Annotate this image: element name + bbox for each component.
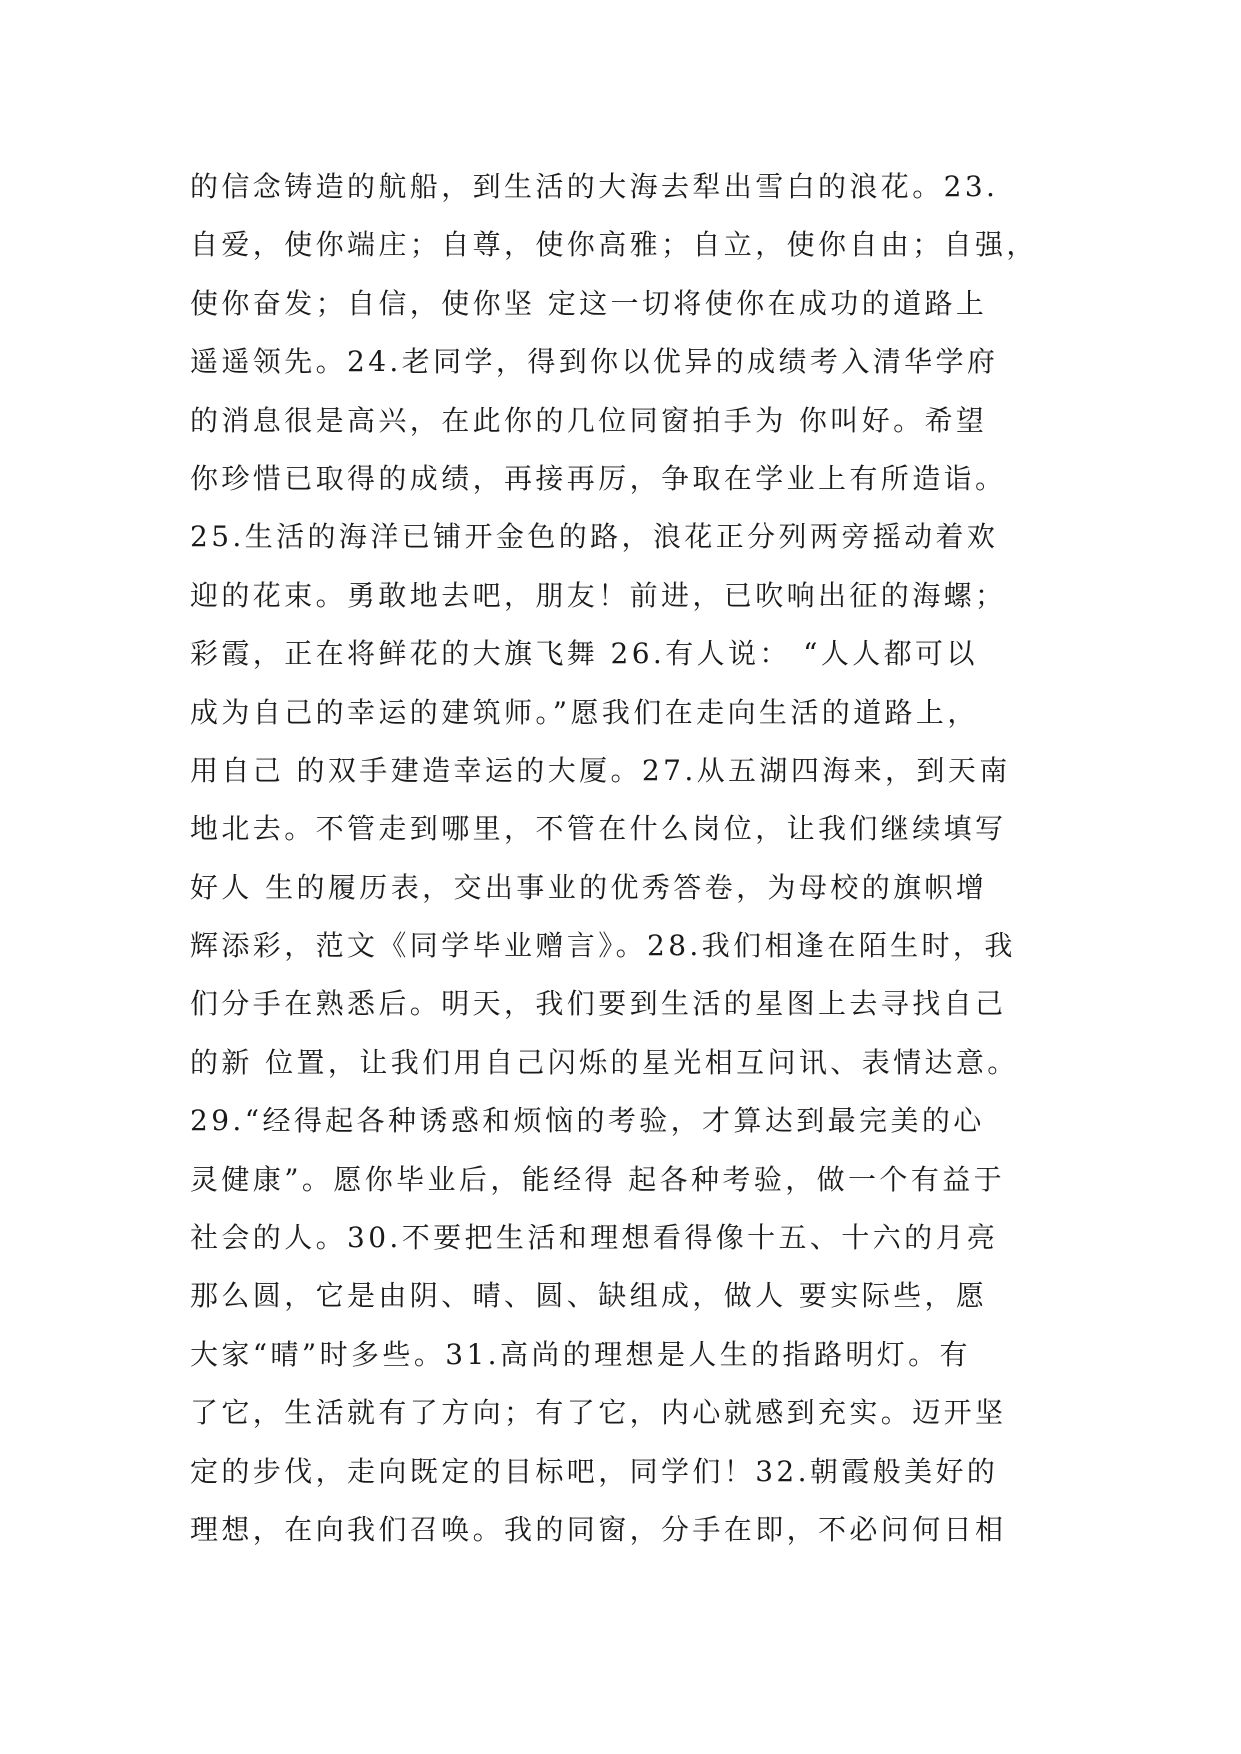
text-line: 的新 位置，让我们用自己闪烁的星光相互问讯、表情达意。 [190, 1045, 1019, 1079]
text-line: 地北去。不管走到哪里，不管在什么岗位，让我们继续填写 [190, 812, 1007, 846]
text-line: 大家“晴”时多些。31.高尚的理想是人生的指路明灯。有 [190, 1337, 971, 1371]
text-line: 那么圆，它是由阴、晴、圆、缺组成，做人 要实际些，愿 [190, 1279, 988, 1313]
text-line: 好人 生的履历表，交出事业的优秀答卷，为母校的旗帜增 [190, 870, 988, 904]
text-line: 成为自己的幸运的建筑师。”愿我们在走向生活的道路上， [190, 695, 979, 729]
text-line: 灵健康”。愿你毕业后，能经得 起各种考验，做一个有益于 [190, 1162, 1006, 1196]
body-text [190, 158, 1070, 1559]
text-line: 你珍惜已取得的成绩，再接再厉，争取在学业上有所造诣。 [190, 461, 1007, 495]
text-line: 理想，在向我们召唤。我的同窗，分手在即，不必问何日相 [190, 1512, 1007, 1546]
text-line: 29.“经得起各种诱惑和烦恼的考验，才算达到最完美的心 [190, 1104, 985, 1138]
text-line: 社会的人。30.不要把生活和理想看得像十五、十六的月亮 [190, 1221, 999, 1255]
text-line: 迎的花束。勇敢地去吧，朋友！前进，已吹响出征的海螺； [190, 578, 1007, 612]
text-line: 的消息很是高兴，在此你的几位同窗拍手为 你叫好。希望 [190, 403, 988, 437]
text-line: 彩霞，正在将鲜花的大旗飞舞 26.有人说： “人人都可以 [190, 637, 978, 671]
text-line: 用自己 的双手建造幸运的大厦。27.从五湖四海来，到天南 [190, 753, 1011, 787]
text-line: 自爱，使你端庄；自尊，使你高雅；自立，使你自由；自强， [190, 228, 1038, 262]
text-line: 25.生活的海洋已铺开金色的路，浪花正分列两旁摇动着欢 [190, 520, 999, 554]
text-line: 的信念铸造的航船，到生活的大海去犁出雪白的浪花。23. [190, 170, 999, 203]
text-line: 定的步伐，走向既定的目标吧，同学们！32.朝霞般美好的 [190, 1454, 999, 1488]
text-line: 了它，生活就有了方向；有了它，内心就感到充实。迈开坚 [190, 1396, 1007, 1430]
text-line: 遥遥领先。24.老同学，得到你以优异的成绩考入清华学府 [190, 345, 999, 379]
text-line: 使你奋发；自信，使你坚 定这一切将使你在成功的道路上 [190, 286, 988, 320]
text-line: 辉添彩，范文《同学毕业赠言》。28.我们相逢在陌生时，我 [190, 929, 1016, 963]
text-line: 们分手在熟悉后。明天，我们要到生活的星图上去寻找自己 [190, 987, 1007, 1021]
